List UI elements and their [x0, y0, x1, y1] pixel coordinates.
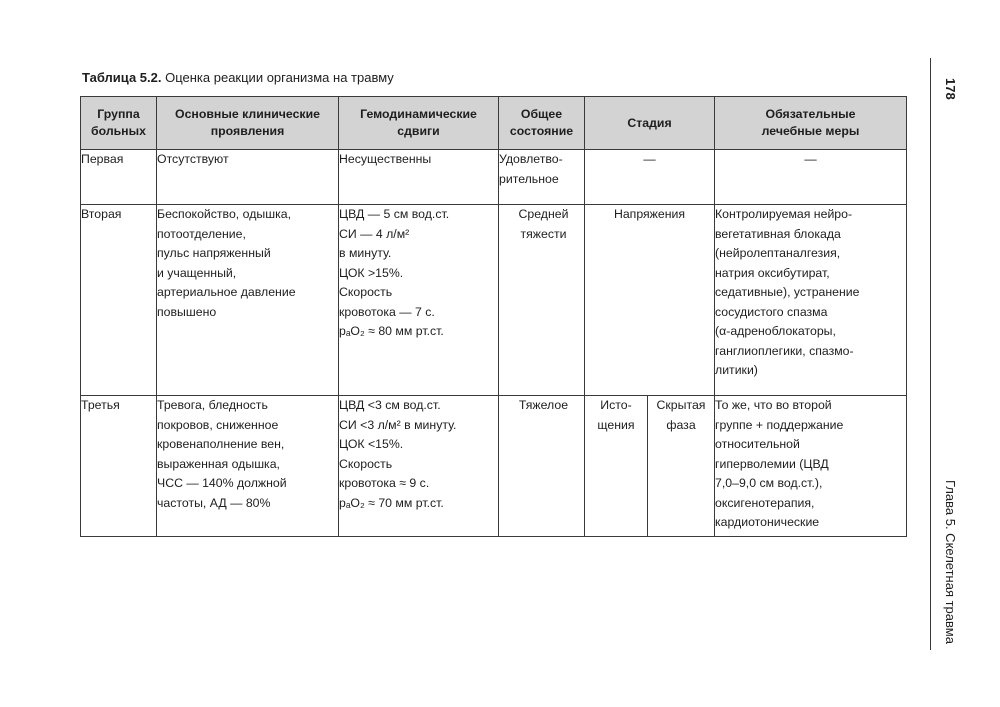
cell-hemodynamic: Несущественны — [339, 150, 499, 205]
table-caption — [82, 70, 394, 85]
cell-hemodynamic: ЦВД — 5 см вод.ст. СИ — 4 л/м² в минуту. ЦОК >15%. Скорость кровотока — 7 с. pₐO₂ ≈ 80 мм рт.ст. — [339, 205, 499, 396]
header-measures: Обязательные лечебные меры — [715, 97, 907, 150]
header-hemodynamic: Гемодинамические сдвиги — [339, 97, 499, 150]
cell-clinical: Беспокойство, одышка, потоотделение, пульс напряженный и учащенный, артериальное давление повышено — [157, 205, 339, 396]
cell-clinical: Тревога, бледность покровов, сниженное кровенаполнение вен, выраженная одышка, ЧСС — 140% должной частоты, АД — 80% — [157, 396, 339, 537]
cell-group: Третья — [81, 396, 157, 537]
cell-stage: — — [585, 150, 715, 205]
cell-measures: — — [715, 150, 907, 205]
cell-state: Тяжелое — [499, 396, 585, 537]
header-stage: Стадия — [585, 97, 715, 150]
table-row — [81, 150, 907, 205]
cell-stage-exhaustion: Исто- щения — [585, 396, 648, 537]
cell-hemodynamic: ЦВД <3 см вод.ст. СИ <3 л/м² в минуту. ЦОК <15%. Скорость кровотока ≈ 9 с. pₐO₂ ≈ 70 мм рт.ст. — [339, 396, 499, 537]
cell-state: Средней тяжести — [499, 205, 585, 396]
header-clinical: Основные клинические проявления — [157, 97, 339, 150]
cell-measures: Контролируемая нейро- вегетативная блокада (нейролептаналгезия, натрия оксибутират, седативные), устранение сосудистого спазма (α-адреноблокаторы, ганглиоплегики, спазмо- литики) — [715, 205, 907, 396]
cell-clinical: Отсутствуют — [157, 150, 339, 205]
header-group: Группа больных — [81, 97, 157, 150]
page-number: 178 — [943, 78, 958, 100]
cell-stage: Напряжения — [585, 205, 715, 396]
table-row — [81, 205, 907, 396]
caption-label: Таблица 5.2. — [82, 70, 162, 85]
cell-stage-latent: Скрытая фаза — [648, 396, 715, 537]
table-row — [81, 396, 907, 537]
cell-group: Вторая — [81, 205, 157, 396]
cell-group: Первая — [81, 150, 157, 205]
header-row — [81, 97, 907, 150]
caption-text: Оценка реакции организма на травму — [161, 70, 394, 85]
cell-state: Удовлетво- рительное — [499, 150, 585, 205]
header-state: Общее состояние — [499, 97, 585, 150]
running-header-chapter: Глава 5. Скелетная травма — [943, 480, 958, 644]
trauma-response-table — [80, 96, 907, 537]
margin-rule — [930, 58, 931, 650]
cell-measures: То же, что во второй группе + поддержание относительной гиперволемии (ЦВД 7,0–9,0 см вод.ст.), оксигенотерапия, кардиотонические — [715, 396, 907, 537]
